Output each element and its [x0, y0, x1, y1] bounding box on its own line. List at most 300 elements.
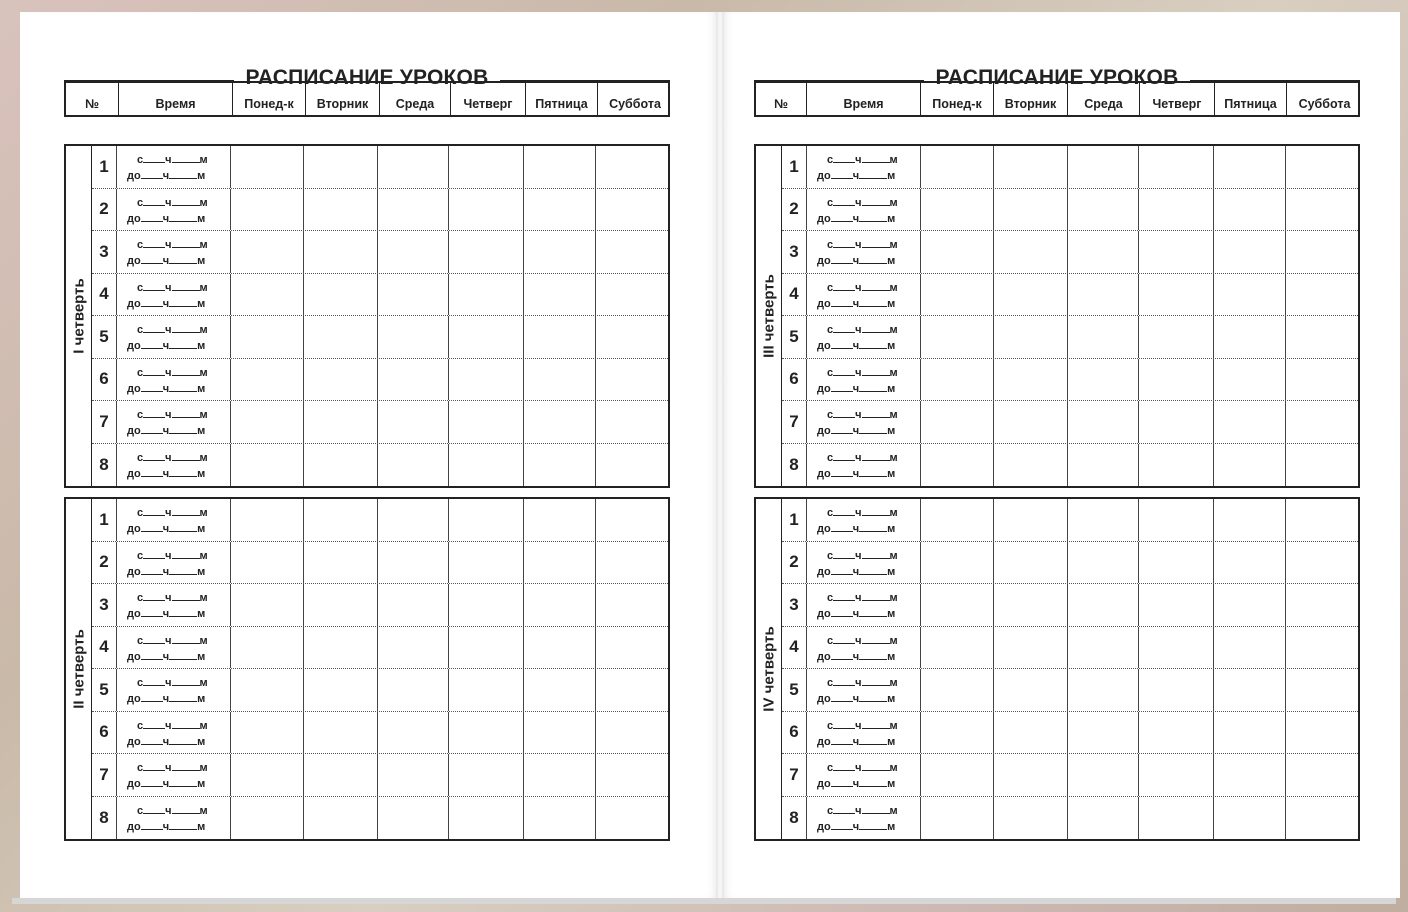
time-cell[interactable] — [117, 189, 231, 231]
col-wednesday: Среда — [1068, 83, 1140, 115]
cell-wednesday[interactable] — [378, 316, 449, 358]
cell-tuesday[interactable] — [994, 627, 1068, 669]
cell-saturday[interactable] — [596, 627, 668, 669]
cell-saturday[interactable] — [1286, 797, 1358, 840]
time-cell[interactable] — [117, 542, 231, 584]
col-thursday: Четверг — [451, 83, 526, 115]
time-cell[interactable] — [807, 542, 921, 584]
time-cell[interactable] — [117, 359, 231, 401]
cell-tuesday[interactable] — [304, 359, 378, 401]
cell-saturday[interactable] — [1286, 231, 1358, 273]
hours-label: ч — [852, 565, 860, 578]
hours-label: ч — [852, 735, 860, 748]
cell-monday[interactable] — [231, 359, 304, 401]
cell-friday[interactable] — [1214, 189, 1286, 231]
time-cell[interactable] — [117, 401, 231, 443]
cell-friday[interactable] — [1214, 146, 1286, 188]
cell-friday[interactable] — [1214, 754, 1286, 796]
cell-friday[interactable] — [524, 401, 596, 443]
time-cell[interactable] — [117, 316, 231, 358]
cell-tuesday[interactable] — [304, 712, 378, 754]
cell-monday[interactable] — [921, 444, 994, 487]
cell-tuesday[interactable] — [994, 444, 1068, 487]
cell-thursday[interactable] — [1139, 401, 1214, 443]
cell-monday[interactable] — [231, 189, 304, 231]
cell-monday[interactable] — [231, 444, 304, 487]
cell-monday[interactable] — [231, 627, 304, 669]
cell-monday[interactable] — [231, 754, 304, 796]
minute-blank — [859, 820, 887, 830]
cell-thursday[interactable] — [1139, 712, 1214, 754]
cell-wednesday[interactable] — [378, 146, 449, 188]
cell-tuesday[interactable] — [304, 444, 378, 487]
time-cell[interactable] — [117, 274, 231, 316]
cell-friday[interactable] — [524, 584, 596, 626]
cell-wednesday[interactable] — [1068, 754, 1139, 796]
time-cell[interactable] — [117, 627, 231, 669]
cell-friday[interactable] — [524, 669, 596, 711]
hour-blank — [143, 451, 165, 461]
cell-thursday[interactable] — [449, 627, 524, 669]
cell-saturday[interactable] — [596, 499, 668, 541]
cell-friday[interactable] — [524, 797, 596, 840]
minute-blank — [169, 467, 197, 477]
cell-wednesday[interactable] — [1068, 797, 1139, 840]
cell-friday[interactable] — [524, 542, 596, 584]
time-to-label: до — [127, 523, 141, 535]
cell-friday[interactable] — [1214, 712, 1286, 754]
cell-saturday[interactable] — [596, 797, 668, 840]
cell-saturday[interactable] — [1286, 189, 1358, 231]
cell-saturday[interactable] — [596, 542, 668, 584]
cell-saturday[interactable] — [596, 359, 668, 401]
cell-wednesday[interactable] — [1068, 189, 1139, 231]
minute-blank — [172, 804, 200, 814]
cell-tuesday[interactable] — [304, 316, 378, 358]
time-to-label: до — [127, 735, 141, 748]
cell-tuesday[interactable] — [304, 274, 378, 316]
cell-wednesday[interactable] — [378, 797, 449, 840]
minute-blank — [862, 366, 890, 376]
lesson-rows — [782, 499, 1358, 839]
time-cell[interactable] — [117, 584, 231, 626]
cell-saturday[interactable] — [596, 669, 668, 711]
cell-tuesday[interactable] — [994, 146, 1068, 188]
cell-thursday[interactable] — [449, 359, 524, 401]
cell-saturday[interactable] — [596, 401, 668, 443]
cell-thursday[interactable] — [449, 499, 524, 541]
cell-monday[interactable] — [921, 627, 994, 669]
minutes-label: м — [199, 239, 208, 251]
time-cell[interactable] — [807, 584, 921, 626]
cell-wednesday[interactable] — [378, 584, 449, 626]
lesson-number: 7 — [92, 754, 117, 796]
time-from-label: с — [827, 634, 834, 647]
minute-blank — [169, 565, 197, 575]
cell-tuesday[interactable] — [994, 542, 1068, 584]
cell-tuesday[interactable] — [304, 542, 378, 584]
cell-tuesday[interactable] — [994, 359, 1068, 401]
cell-tuesday[interactable] — [994, 189, 1068, 231]
time-cell[interactable] — [117, 669, 231, 711]
time-cell[interactable] — [117, 797, 231, 840]
cell-wednesday[interactable] — [1068, 499, 1139, 541]
table-row — [92, 189, 668, 232]
quarter-3-table — [754, 144, 1360, 488]
cell-wednesday[interactable] — [1068, 274, 1139, 316]
minute-blank — [862, 238, 890, 248]
cell-friday[interactable] — [1214, 401, 1286, 443]
cell-thursday[interactable] — [1139, 316, 1214, 358]
minutes-label: м — [199, 762, 208, 774]
cell-thursday[interactable] — [1139, 274, 1214, 316]
cell-wednesday[interactable] — [1068, 359, 1139, 401]
time-to-label: до — [817, 170, 831, 182]
cell-thursday[interactable] — [449, 669, 524, 711]
cell-saturday[interactable] — [1286, 316, 1358, 358]
cell-thursday[interactable] — [1139, 797, 1214, 840]
lesson-number: 3 — [92, 584, 117, 626]
cell-tuesday[interactable] — [994, 669, 1068, 711]
cell-friday[interactable] — [1214, 231, 1286, 273]
cell-thursday[interactable] — [1139, 146, 1214, 188]
cell-thursday[interactable] — [449, 444, 524, 487]
cell-monday[interactable] — [231, 712, 304, 754]
cell-monday[interactable] — [231, 499, 304, 541]
cell-thursday[interactable] — [1139, 627, 1214, 669]
cell-friday[interactable] — [524, 231, 596, 273]
minutes-label: м — [887, 693, 896, 705]
lesson-number: 5 — [782, 669, 807, 711]
cell-monday[interactable] — [231, 316, 304, 358]
cell-tuesday[interactable] — [994, 316, 1068, 358]
time-cell[interactable] — [807, 754, 921, 796]
hours-label: ч — [852, 170, 860, 182]
time-cell[interactable] — [807, 146, 921, 188]
cell-friday[interactable] — [1214, 359, 1286, 401]
cell-wednesday[interactable] — [1068, 627, 1139, 669]
cell-monday[interactable] — [921, 231, 994, 273]
cell-saturday[interactable] — [596, 274, 668, 316]
cell-monday[interactable] — [921, 584, 994, 626]
quarter-label — [66, 499, 92, 839]
cell-wednesday[interactable] — [1068, 401, 1139, 443]
cell-thursday[interactable] — [449, 712, 524, 754]
time-cell[interactable] — [807, 499, 921, 541]
cell-tuesday[interactable] — [994, 499, 1068, 541]
hour-blank — [833, 451, 855, 461]
cell-friday[interactable] — [1214, 274, 1286, 316]
time-cell[interactable] — [117, 444, 231, 487]
cell-thursday[interactable] — [1139, 499, 1214, 541]
time-cell[interactable] — [807, 359, 921, 401]
cell-saturday[interactable] — [596, 316, 668, 358]
minutes-label: м — [887, 735, 896, 748]
cell-thursday[interactable] — [449, 797, 524, 840]
cell-saturday[interactable] — [596, 584, 668, 626]
cell-wednesday[interactable] — [1068, 584, 1139, 626]
cell-friday[interactable] — [1214, 499, 1286, 541]
cell-monday[interactable] — [231, 146, 304, 188]
cell-monday[interactable] — [921, 669, 994, 711]
lesson-number: 8 — [92, 797, 117, 840]
cell-saturday[interactable] — [596, 231, 668, 273]
cell-friday[interactable] — [1214, 669, 1286, 711]
cell-thursday[interactable] — [449, 189, 524, 231]
time-cell[interactable] — [807, 797, 921, 840]
cell-monday[interactable] — [921, 316, 994, 358]
cell-wednesday[interactable] — [378, 274, 449, 316]
cell-saturday[interactable] — [1286, 584, 1358, 626]
cell-saturday[interactable] — [596, 146, 668, 188]
hour-blank — [833, 591, 855, 601]
time-cell[interactable] — [807, 231, 921, 273]
col-monday: Понед-к — [233, 83, 306, 115]
cell-monday[interactable] — [231, 401, 304, 443]
cell-wednesday[interactable] — [1068, 316, 1139, 358]
cell-saturday[interactable] — [596, 712, 668, 754]
cell-thursday[interactable] — [449, 754, 524, 796]
time-cell[interactable] — [807, 444, 921, 487]
cell-tuesday[interactable] — [304, 584, 378, 626]
time-to-label: до — [127, 382, 141, 395]
cell-tuesday[interactable] — [304, 627, 378, 669]
cell-wednesday[interactable] — [1068, 669, 1139, 711]
cell-thursday[interactable] — [1139, 542, 1214, 584]
cell-tuesday[interactable] — [994, 754, 1068, 796]
minute-blank — [859, 467, 887, 477]
cell-thursday[interactable] — [1139, 231, 1214, 273]
cell-wednesday[interactable] — [1068, 444, 1139, 487]
cell-wednesday[interactable] — [1068, 231, 1139, 273]
minute-blank — [862, 451, 890, 461]
cell-monday[interactable] — [921, 401, 994, 443]
cell-tuesday[interactable] — [304, 754, 378, 796]
cell-monday[interactable] — [921, 274, 994, 316]
cell-thursday[interactable] — [1139, 669, 1214, 711]
time-cell[interactable] — [117, 499, 231, 541]
cell-friday[interactable] — [524, 189, 596, 231]
cell-wednesday[interactable] — [378, 189, 449, 231]
cell-saturday[interactable] — [596, 754, 668, 796]
time-to-label: до — [817, 565, 831, 578]
time-cell[interactable] — [807, 401, 921, 443]
lesson-number: 4 — [782, 627, 807, 669]
minute-blank — [862, 761, 890, 771]
cell-friday[interactable] — [524, 274, 596, 316]
time-cell[interactable] — [807, 627, 921, 669]
cell-monday[interactable] — [231, 231, 304, 273]
hours-label: ч — [165, 409, 172, 421]
hours-label: ч — [162, 297, 170, 310]
cell-friday[interactable] — [1214, 797, 1286, 840]
cell-saturday[interactable] — [596, 444, 668, 487]
hours-label: ч — [855, 324, 862, 336]
cell-saturday[interactable] — [596, 189, 668, 231]
cell-tuesday[interactable] — [304, 797, 378, 840]
hour-blank — [143, 506, 165, 516]
cell-friday[interactable] — [524, 444, 596, 487]
hour-blank — [141, 522, 163, 532]
cell-wednesday[interactable] — [1068, 712, 1139, 754]
cell-thursday[interactable] — [449, 146, 524, 188]
cell-saturday[interactable] — [1286, 754, 1358, 796]
cell-thursday[interactable] — [449, 274, 524, 316]
minute-blank — [169, 692, 197, 702]
cell-monday[interactable] — [921, 542, 994, 584]
cell-tuesday[interactable] — [994, 797, 1068, 840]
cell-tuesday[interactable] — [304, 231, 378, 273]
minute-blank — [859, 565, 887, 575]
cell-saturday[interactable] — [1286, 146, 1358, 188]
cell-friday[interactable] — [1214, 316, 1286, 358]
cell-tuesday[interactable] — [994, 401, 1068, 443]
cell-saturday[interactable] — [1286, 669, 1358, 711]
cell-tuesday[interactable] — [994, 712, 1068, 754]
table-row — [92, 584, 668, 627]
cell-monday[interactable] — [231, 669, 304, 711]
cell-tuesday[interactable] — [304, 669, 378, 711]
cell-wednesday[interactable] — [378, 542, 449, 584]
cell-tuesday[interactable] — [304, 146, 378, 188]
cell-friday[interactable] — [1214, 444, 1286, 487]
cell-friday[interactable] — [524, 754, 596, 796]
cell-monday[interactable] — [921, 712, 994, 754]
cell-friday[interactable] — [524, 316, 596, 358]
hour-blank — [833, 196, 855, 206]
time-from-label: с — [137, 549, 144, 562]
time-cell[interactable] — [807, 189, 921, 231]
cell-monday[interactable] — [231, 584, 304, 626]
cell-monday[interactable] — [921, 146, 994, 188]
time-cell[interactable] — [117, 754, 231, 796]
cell-monday[interactable] — [921, 754, 994, 796]
hour-blank — [831, 297, 853, 307]
cell-tuesday[interactable] — [994, 231, 1068, 273]
lesson-number: 2 — [92, 542, 117, 584]
cell-monday[interactable] — [231, 542, 304, 584]
time-from-label: с — [137, 804, 144, 817]
minutes-label: м — [199, 154, 208, 166]
cell-tuesday[interactable] — [304, 401, 378, 443]
time-to-label: до — [817, 340, 831, 352]
hours-label: ч — [855, 634, 862, 647]
hours-label: ч — [852, 297, 860, 310]
hour-blank — [831, 650, 853, 660]
cell-thursday[interactable] — [1139, 189, 1214, 231]
cell-tuesday[interactable] — [304, 189, 378, 231]
time-cell[interactable] — [117, 231, 231, 273]
cell-monday[interactable] — [921, 359, 994, 401]
time-cell[interactable] — [117, 712, 231, 754]
cell-monday[interactable] — [921, 797, 994, 840]
time-to-label: до — [127, 297, 141, 310]
minute-blank — [859, 692, 887, 702]
cell-wednesday[interactable] — [378, 401, 449, 443]
time-cell[interactable] — [807, 669, 921, 711]
time-from-label: с — [827, 196, 834, 209]
time-cell[interactable] — [117, 146, 231, 188]
cell-thursday[interactable] — [1139, 444, 1214, 487]
cell-thursday[interactable] — [449, 542, 524, 584]
cell-tuesday[interactable] — [304, 499, 378, 541]
cell-saturday[interactable] — [1286, 444, 1358, 487]
cell-wednesday[interactable] — [378, 669, 449, 711]
cell-friday[interactable] — [524, 627, 596, 669]
cell-thursday[interactable] — [449, 584, 524, 626]
cell-saturday[interactable] — [1286, 542, 1358, 584]
hour-blank — [833, 153, 855, 163]
cell-wednesday[interactable] — [378, 231, 449, 273]
time-to-label: до — [127, 170, 141, 182]
minutes-label: м — [889, 324, 898, 336]
cell-monday[interactable] — [231, 797, 304, 840]
cell-wednesday[interactable] — [1068, 146, 1139, 188]
cell-thursday[interactable] — [1139, 754, 1214, 796]
cell-wednesday[interactable] — [1068, 542, 1139, 584]
cell-friday[interactable] — [1214, 584, 1286, 626]
cell-saturday[interactable] — [1286, 712, 1358, 754]
cell-monday[interactable] — [231, 274, 304, 316]
cell-friday[interactable] — [524, 712, 596, 754]
cell-monday[interactable] — [921, 499, 994, 541]
cell-wednesday[interactable] — [378, 712, 449, 754]
minute-blank — [172, 591, 200, 601]
hour-blank — [831, 212, 853, 222]
time-from-label: с — [137, 366, 144, 379]
cell-friday[interactable] — [524, 359, 596, 401]
cell-wednesday[interactable] — [378, 627, 449, 669]
time-cell[interactable] — [807, 274, 921, 316]
cell-wednesday[interactable] — [378, 359, 449, 401]
minute-blank — [172, 153, 200, 163]
cell-wednesday[interactable] — [378, 754, 449, 796]
cell-saturday[interactable] — [1286, 401, 1358, 443]
hour-blank — [833, 761, 855, 771]
cell-tuesday[interactable] — [994, 584, 1068, 626]
time-to-label: до — [127, 608, 141, 620]
hour-blank — [831, 692, 853, 702]
hour-blank — [831, 777, 853, 787]
time-cell[interactable] — [807, 712, 921, 754]
hours-label: ч — [852, 693, 860, 705]
cell-friday[interactable] — [524, 499, 596, 541]
table-row — [782, 231, 1358, 274]
cell-saturday[interactable] — [1286, 359, 1358, 401]
hours-label: ч — [162, 608, 170, 620]
minutes-label: м — [889, 507, 898, 519]
minutes-label: м — [889, 592, 898, 604]
cell-thursday[interactable] — [1139, 359, 1214, 401]
cell-saturday[interactable] — [1286, 627, 1358, 669]
hours-label: ч — [165, 451, 172, 464]
cell-monday[interactable] — [921, 189, 994, 231]
cell-thursday[interactable] — [449, 401, 524, 443]
cell-friday[interactable] — [1214, 627, 1286, 669]
cell-friday[interactable] — [524, 146, 596, 188]
cell-thursday[interactable] — [449, 316, 524, 358]
cell-friday[interactable] — [1214, 542, 1286, 584]
time-cell[interactable] — [807, 316, 921, 358]
cell-wednesday[interactable] — [378, 499, 449, 541]
cell-wednesday[interactable] — [378, 444, 449, 487]
cell-saturday[interactable] — [1286, 274, 1358, 316]
cell-thursday[interactable] — [449, 231, 524, 273]
cell-saturday[interactable] — [1286, 499, 1358, 541]
cell-thursday[interactable] — [1139, 584, 1214, 626]
minute-blank — [172, 366, 200, 376]
cell-tuesday[interactable] — [994, 274, 1068, 316]
